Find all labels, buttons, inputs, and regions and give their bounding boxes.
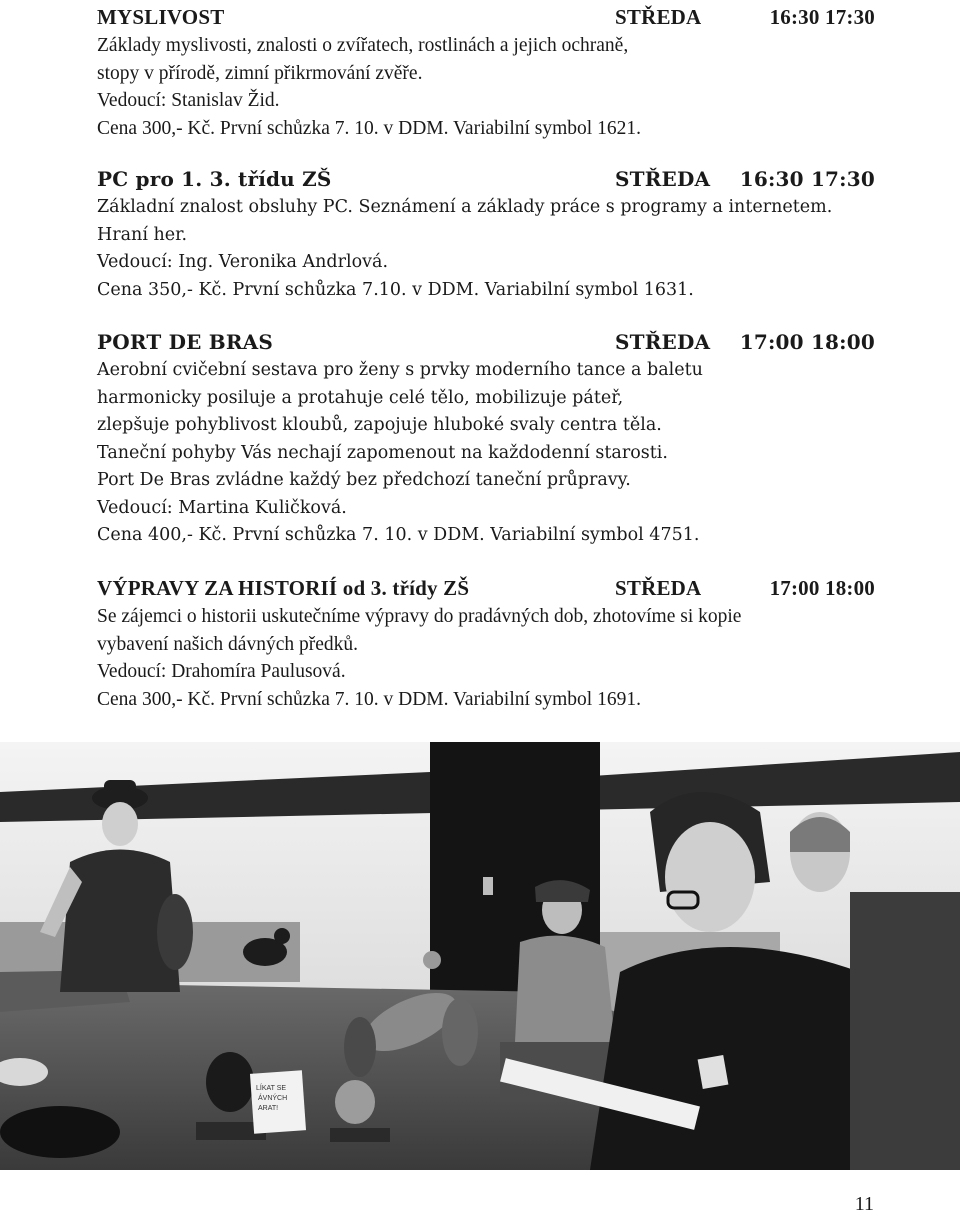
description-line: Taneční pohyby Vás nechají zapomenout na každodenní starosti. xyxy=(97,442,668,463)
section-title: PC pro 1. 3. třídu ZŠ xyxy=(97,167,332,191)
leader-line: Vedoucí: Drahomíra Paulusová. xyxy=(97,661,346,682)
classroom-photo xyxy=(0,742,960,1170)
section-day: STŘEDA xyxy=(615,5,702,29)
description-line: Základy myslivosti, znalosti o zvířatech, rostlinách a jejich ochraně, xyxy=(97,35,629,56)
description-line: Se zájemci o historii uskutečníme výpravy do pradávných dob, zhotovíme si kopie xyxy=(97,606,742,627)
table-sign-text-3: ARAT! xyxy=(258,1105,279,1112)
section-time: 16:30 17:30 xyxy=(769,5,875,29)
section-title: MYSLIVOST xyxy=(97,5,225,29)
section-myslivost xyxy=(97,2,877,142)
section-heading xyxy=(97,2,877,32)
leader-line: Vedoucí: Stanislav Žid. xyxy=(97,90,280,111)
table-sign-text-1: LÍKAT SE xyxy=(256,1085,287,1092)
price-line: Cena 400,- Kč. První schůzka 7. 10. v DDM. Variabilní symbol 4751. xyxy=(97,525,700,545)
leader-line: Vedoucí: Ing. Veronika Andrlová. xyxy=(97,252,389,272)
description-line: Aerobní cvičební sestava pro ženy s prvky moderního tance a baletu xyxy=(97,360,703,380)
description-line: zlepšuje pohyblivost kloubů, zapojuje hluboké svaly centra těla. xyxy=(97,415,662,435)
section-heading xyxy=(97,573,877,603)
animal-shape xyxy=(0,1106,120,1158)
description-line: Základní znalost obsluhy PC. Seznámení a základy práce s programy a internetem. xyxy=(97,197,833,217)
section-day: STŘEDA xyxy=(615,167,711,191)
table-sign-text-2: ÁVNÝCH xyxy=(258,1095,288,1102)
section-time: 17:00 18:00 xyxy=(739,330,875,354)
description-line: Port De Bras zvládne každý bez předchozí taneční průpravy. xyxy=(97,470,631,490)
page-number: 11 xyxy=(854,1193,874,1215)
price-line: Cena 300,- Kč. První schůzka 7. 10. v DDM. Variabilní symbol 1621. xyxy=(97,117,641,139)
table-sign xyxy=(250,1070,306,1133)
section-heading xyxy=(97,327,877,357)
description-line: Hraní her. xyxy=(97,224,188,245)
description-line: harmonicky posiluje a protahuje celé tělo, mobilizuje páteř, xyxy=(97,387,624,408)
photo-illustration xyxy=(0,742,960,1170)
section-day: STŘEDA xyxy=(615,330,711,354)
section-title: PORT DE BRAS xyxy=(97,330,274,354)
section-time: 17:00 18:00 xyxy=(769,576,875,600)
section-vypravy xyxy=(97,573,877,713)
section-title: VÝPRAVY ZA HISTORIÍ od 3. třídy ZŠ xyxy=(97,576,470,600)
description-line: vybavení našich dávných předků. xyxy=(97,633,359,655)
description-line: stopy v přírodě, zimní přikrmování zvěře. xyxy=(97,62,423,84)
price-line: Cena 350,- Kč. První schůzka 7.10. v DDM. Variabilní symbol 1631. xyxy=(97,279,694,300)
section-heading xyxy=(97,164,877,194)
section-day: STŘEDA xyxy=(615,576,702,600)
price-line: Cena 300,- Kč. První schůzka 7. 10. v DDM. Variabilní symbol 1691. xyxy=(97,688,641,710)
section-port-de-bras xyxy=(97,327,877,550)
leader-line: Vedoucí: Martina Kuličková. xyxy=(97,497,347,518)
section-pc xyxy=(97,164,877,304)
section-time: 16:30 17:30 xyxy=(739,167,875,191)
